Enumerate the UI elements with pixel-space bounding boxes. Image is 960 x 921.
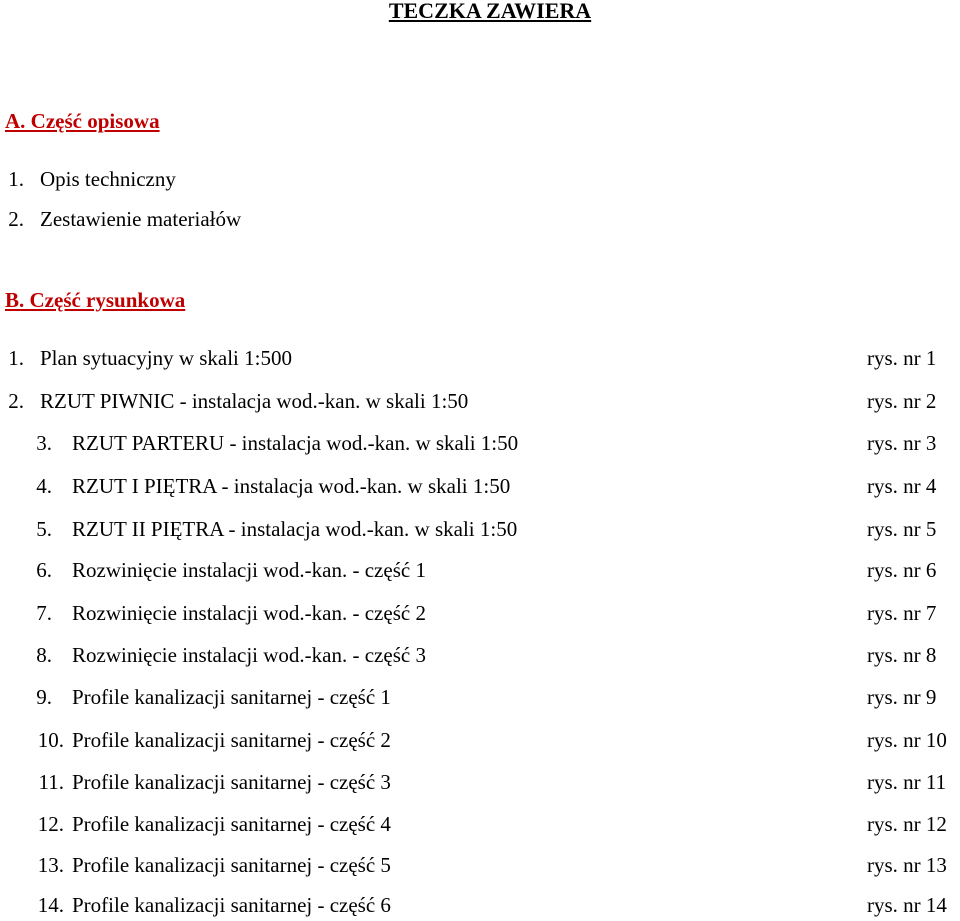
item-text: Profile kanalizacji sanitarnej - część 1 (72, 685, 391, 709)
document-title: TECZKA ZAWIERA (388, 0, 592, 23)
drawing-list-item (0, 890, 960, 920)
drawing-ref: rys. nr 6 (867, 558, 937, 582)
item-number: 13. (37, 853, 64, 877)
item-number: 5. (36, 517, 52, 541)
drawing-ref: rys. nr 5 (867, 517, 937, 541)
drawing-ref: rys. nr 9 (867, 685, 937, 709)
item-text: Profile kanalizacji sanitarnej - część 3 (72, 770, 391, 794)
item-text: Zestawienie materiałów (40, 207, 242, 231)
drawing-ref: rys. nr 14 (867, 893, 947, 917)
item-number: 2. (8, 389, 24, 413)
item-number: 12. (37, 812, 64, 836)
drawing-ref: rys. nr 3 (867, 431, 937, 455)
drawing-list-item (0, 386, 960, 416)
drawing-list-item (0, 640, 960, 670)
drawing-list-item (0, 767, 960, 797)
item-text: RZUT II PIĘTRA - instalacja wod.-kan. w skali 1:50 (72, 517, 518, 541)
drawing-list-item (0, 598, 960, 628)
item-text: Rozwinięcie instalacji wod.-kan. - część 3 (72, 643, 426, 667)
item-number: 11. (38, 770, 64, 794)
drawing-list-item (0, 555, 960, 585)
item-text: RZUT PARTERU - instalacja wod.-kan. w skali 1:50 (72, 431, 519, 455)
item-text: Opis techniczny (40, 167, 176, 191)
drawing-list-item (0, 471, 960, 501)
drawing-list-item (0, 428, 960, 458)
item-text: Profile kanalizacji sanitarnej - część 2 (72, 728, 391, 752)
drawing-list-item (0, 809, 960, 839)
item-number: 9. (36, 685, 52, 709)
item-number: 6. (36, 558, 52, 582)
item-text: Profile kanalizacji sanitarnej - część 6 (72, 893, 391, 917)
drawing-ref: rys. nr 8 (867, 643, 937, 667)
section-a-heading: A. Część opisowa (5, 109, 160, 133)
item-number: 3. (36, 431, 52, 455)
section-a-item (0, 204, 960, 234)
drawing-ref: rys. nr 7 (867, 601, 937, 625)
item-text: Rozwinięcie instalacji wod.-kan. - część 2 (72, 601, 426, 625)
drawing-ref: rys. nr 4 (867, 474, 937, 498)
item-text: Plan sytuacyjny w skali 1:500 (40, 346, 292, 370)
item-number: 2. (8, 207, 24, 231)
drawing-ref: rys. nr 10 (867, 728, 947, 752)
drawing-list-item (0, 725, 960, 755)
drawing-ref: rys. nr 13 (867, 853, 947, 877)
item-number: 14. (37, 893, 64, 917)
item-text: RZUT PIWNIC - instalacja wod.-kan. w skali 1:50 (40, 389, 469, 413)
item-number: 7. (36, 601, 52, 625)
item-number: 4. (36, 474, 52, 498)
drawing-ref: rys. nr 2 (867, 389, 937, 413)
item-text: RZUT I PIĘTRA - instalacja wod.-kan. w skali 1:50 (72, 474, 511, 498)
item-text: Rozwinięcie instalacji wod.-kan. - część 1 (72, 558, 426, 582)
drawing-ref: rys. nr 11 (867, 770, 947, 794)
item-number: 1. (8, 346, 24, 370)
drawing-list-item (0, 343, 960, 373)
section-b-heading: B. Część rysunkowa (5, 288, 186, 312)
item-number: 10. (37, 728, 64, 752)
section-a-item (0, 164, 960, 194)
drawing-list-item (0, 850, 960, 880)
item-text: Profile kanalizacji sanitarnej - część 5 (72, 853, 391, 877)
drawing-ref: rys. nr 12 (867, 812, 947, 836)
drawing-list-item (0, 514, 960, 544)
item-text: Profile kanalizacji sanitarnej - część 4 (72, 812, 391, 836)
drawing-list-item (0, 682, 960, 712)
item-number: 8. (36, 643, 52, 667)
item-number: 1. (8, 167, 24, 191)
drawing-ref: rys. nr 1 (867, 346, 937, 370)
